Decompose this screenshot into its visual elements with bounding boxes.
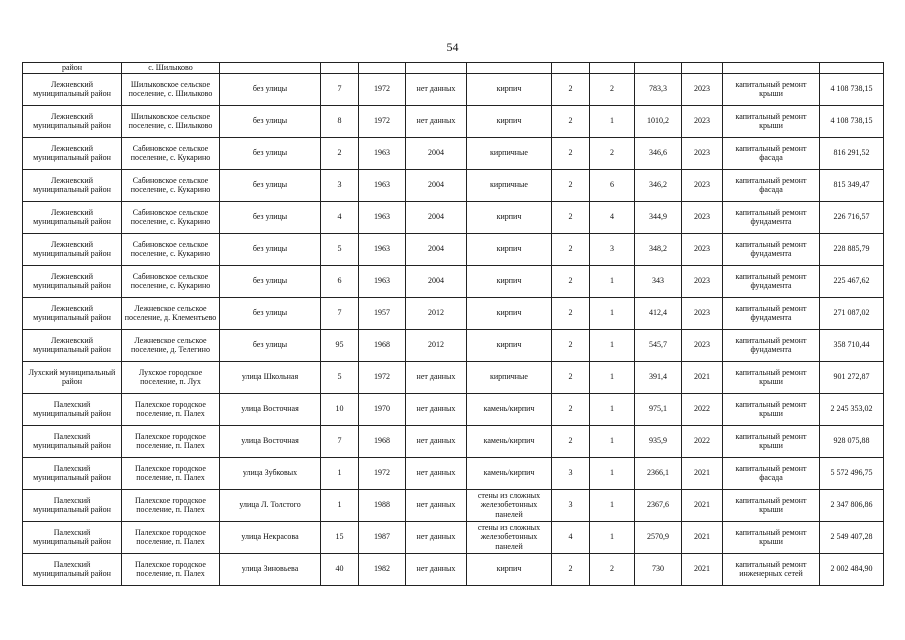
area-cell: 391,4: [635, 361, 682, 393]
table-row: [23, 265, 884, 297]
table-row: [23, 297, 884, 329]
repair-year-cell: [682, 63, 723, 74]
cost-cell: 816 291,52: [820, 137, 884, 169]
repair-type-cell: капитальный ремонт крыши: [723, 361, 820, 393]
district-cell: Лежневский муниципальный район: [23, 169, 122, 201]
reconstruction-year-cell: нет данных: [406, 425, 467, 457]
floors-cell: 2: [552, 329, 590, 361]
table-row: [23, 233, 884, 265]
cost-cell: 4 108 738,15: [820, 105, 884, 137]
settlement-cell: Палехское городское поселение, п. Палех: [122, 425, 220, 457]
street-cell: без улицы: [220, 329, 321, 361]
street-cell: улица Школьная: [220, 361, 321, 393]
repair-year-cell: 2021: [682, 521, 723, 553]
district-cell: Палехский муниципальный район: [23, 425, 122, 457]
build-year-cell: 1988: [359, 489, 406, 521]
floors-cell: 2: [552, 137, 590, 169]
area-cell: 348,2: [635, 233, 682, 265]
wall-material-cell: кирпичные: [467, 137, 552, 169]
settlement-cell: Сабиновское сельское поселение, с. Кукарино: [122, 137, 220, 169]
district-cell: Лежневский муниципальный район: [23, 265, 122, 297]
wall-material-cell: кирпич: [467, 329, 552, 361]
area-cell: 730: [635, 553, 682, 585]
cost-cell: 5 572 496,75: [820, 457, 884, 489]
house-number-cell: [321, 63, 359, 74]
district-cell: Лежневский муниципальный район: [23, 201, 122, 233]
table-row: [23, 361, 884, 393]
repair-type-cell: капитальный ремонт фундамента: [723, 329, 820, 361]
repair-year-cell: 2022: [682, 425, 723, 457]
entrances-cell: 1: [590, 521, 635, 553]
repair-type-cell: капитальный ремонт фасада: [723, 169, 820, 201]
entrances-cell: 2: [590, 553, 635, 585]
house-number-cell: 8: [321, 105, 359, 137]
table-row: [23, 105, 884, 137]
district-cell: Лежневский муниципальный район: [23, 137, 122, 169]
entrances-cell: 1: [590, 457, 635, 489]
housing-repair-table: [22, 62, 884, 586]
wall-material-cell: стены из сложных железобетонных панелей: [467, 489, 552, 521]
repair-year-cell: 2021: [682, 457, 723, 489]
table-row: [23, 169, 884, 201]
district-cell: Палехский муниципальный район: [23, 553, 122, 585]
cost-cell: 815 349,47: [820, 169, 884, 201]
settlement-cell: Палехское городское поселение, п. Палех: [122, 521, 220, 553]
cost-cell: 901 272,87: [820, 361, 884, 393]
cost-cell: 4 108 738,15: [820, 73, 884, 105]
settlement-cell: Лухское городское поселение, п. Лух: [122, 361, 220, 393]
settlement-cell: Лежневское сельское поселение, д. Клементьево: [122, 297, 220, 329]
repair-year-cell: 2021: [682, 553, 723, 585]
settlement-cell: Шилыковское сельское поселение, с. Шилыково: [122, 73, 220, 105]
settlement-cell: Палехское городское поселение, п. Палех: [122, 553, 220, 585]
table-row: [23, 553, 884, 585]
street-cell: без улицы: [220, 201, 321, 233]
area-cell: 346,6: [635, 137, 682, 169]
repair-type-cell: капитальный ремонт фасада: [723, 137, 820, 169]
settlement-cell: Сабиновское сельское поселение, с. Кукарино: [122, 169, 220, 201]
repair-year-cell: 2023: [682, 169, 723, 201]
wall-material-cell: камень/кирпич: [467, 425, 552, 457]
wall-material-cell: стены из сложных железобетонных панелей: [467, 521, 552, 553]
table-row: [23, 425, 884, 457]
floors-cell: 2: [552, 553, 590, 585]
district-cell: Лежневский муниципальный район: [23, 105, 122, 137]
repair-type-cell: [723, 63, 820, 74]
build-year-cell: 1963: [359, 201, 406, 233]
floors-cell: 2: [552, 201, 590, 233]
house-number-cell: 5: [321, 233, 359, 265]
repair-type-cell: капитальный ремонт фасада: [723, 457, 820, 489]
street-cell: без улицы: [220, 105, 321, 137]
house-number-cell: 15: [321, 521, 359, 553]
cost-cell: 2 549 407,28: [820, 521, 884, 553]
street-cell: [220, 63, 321, 74]
repair-year-cell: 2023: [682, 73, 723, 105]
cost-cell: 226 716,57: [820, 201, 884, 233]
table-row: [23, 201, 884, 233]
cost-cell: 225 467,62: [820, 265, 884, 297]
reconstruction-year-cell: нет данных: [406, 457, 467, 489]
house-number-cell: 7: [321, 73, 359, 105]
entrances-cell: 6: [590, 169, 635, 201]
repair-year-cell: 2022: [682, 393, 723, 425]
area-cell: 412,4: [635, 297, 682, 329]
wall-material-cell: кирпич: [467, 105, 552, 137]
floors-cell: 2: [552, 393, 590, 425]
floors-cell: 2: [552, 105, 590, 137]
table-row: [23, 73, 884, 105]
street-cell: улица Л. Толстого: [220, 489, 321, 521]
repair-type-cell: капитальный ремонт фундамента: [723, 265, 820, 297]
wall-material-cell: кирпич: [467, 297, 552, 329]
district-cell: район: [23, 63, 122, 74]
reconstruction-year-cell: нет данных: [406, 73, 467, 105]
build-year-cell: 1963: [359, 233, 406, 265]
house-number-cell: 7: [321, 425, 359, 457]
settlement-cell: Сабиновское сельское поселение, с. Кукарино: [122, 233, 220, 265]
build-year-cell: 1982: [359, 553, 406, 585]
reconstruction-year-cell: нет данных: [406, 105, 467, 137]
street-cell: улица Восточная: [220, 425, 321, 457]
build-year-cell: 1972: [359, 105, 406, 137]
reconstruction-year-cell: нет данных: [406, 393, 467, 425]
district-cell: Лухский муниципальный район: [23, 361, 122, 393]
reconstruction-year-cell: нет данных: [406, 361, 467, 393]
cost-cell: 928 075,88: [820, 425, 884, 457]
repair-type-cell: капитальный ремонт крыши: [723, 489, 820, 521]
settlement-cell: Сабиновское сельское поселение, с. Кукарино: [122, 265, 220, 297]
repair-year-cell: 2023: [682, 265, 723, 297]
street-cell: без улицы: [220, 137, 321, 169]
cost-cell: 2 245 353,02: [820, 393, 884, 425]
house-number-cell: 40: [321, 553, 359, 585]
street-cell: без улицы: [220, 297, 321, 329]
reconstruction-year-cell: 2004: [406, 137, 467, 169]
reconstruction-year-cell: [406, 63, 467, 74]
floors-cell: [552, 63, 590, 74]
area-cell: 343: [635, 265, 682, 297]
settlement-cell: Палехское городское поселение, п. Палех: [122, 393, 220, 425]
repair-type-cell: капитальный ремонт крыши: [723, 425, 820, 457]
entrances-cell: 1: [590, 489, 635, 521]
area-cell: 2366,1: [635, 457, 682, 489]
build-year-cell: 1972: [359, 457, 406, 489]
area-cell: 975,1: [635, 393, 682, 425]
house-number-cell: 5: [321, 361, 359, 393]
settlement-cell: Палехское городское поселение, п. Палех: [122, 457, 220, 489]
wall-material-cell: кирпич: [467, 73, 552, 105]
reconstruction-year-cell: 2004: [406, 265, 467, 297]
cost-cell: 228 885,79: [820, 233, 884, 265]
repair-year-cell: 2023: [682, 329, 723, 361]
reconstruction-year-cell: 2004: [406, 201, 467, 233]
repair-type-cell: капитальный ремонт крыши: [723, 105, 820, 137]
floors-cell: 2: [552, 73, 590, 105]
area-cell: [635, 63, 682, 74]
repair-type-cell: капитальный ремонт крыши: [723, 521, 820, 553]
district-cell: Палехский муниципальный район: [23, 489, 122, 521]
street-cell: без улицы: [220, 169, 321, 201]
cost-cell: 2 347 806,86: [820, 489, 884, 521]
street-cell: без улицы: [220, 233, 321, 265]
entrances-cell: 1: [590, 265, 635, 297]
wall-material-cell: кирпич: [467, 233, 552, 265]
build-year-cell: 1968: [359, 329, 406, 361]
floors-cell: 2: [552, 169, 590, 201]
entrances-cell: 4: [590, 201, 635, 233]
reconstruction-year-cell: нет данных: [406, 521, 467, 553]
district-cell: Лежневский муниципальный район: [23, 329, 122, 361]
floors-cell: 4: [552, 521, 590, 553]
wall-material-cell: [467, 63, 552, 74]
floors-cell: 2: [552, 361, 590, 393]
table-row: [23, 521, 884, 553]
settlement-cell: Шилыковское сельское поселение, с. Шилыково: [122, 105, 220, 137]
entrances-cell: 1: [590, 361, 635, 393]
house-number-cell: 10: [321, 393, 359, 425]
build-year-cell: 1972: [359, 361, 406, 393]
cost-cell: 271 087,02: [820, 297, 884, 329]
reconstruction-year-cell: 2012: [406, 297, 467, 329]
house-number-cell: 1: [321, 457, 359, 489]
floors-cell: 2: [552, 425, 590, 457]
area-cell: 783,3: [635, 73, 682, 105]
street-cell: без улицы: [220, 265, 321, 297]
house-number-cell: 3: [321, 169, 359, 201]
cost-cell: 2 002 484,90: [820, 553, 884, 585]
build-year-cell: 1970: [359, 393, 406, 425]
area-cell: 346,2: [635, 169, 682, 201]
repair-year-cell: 2023: [682, 297, 723, 329]
entrances-cell: 2: [590, 73, 635, 105]
house-number-cell: 95: [321, 329, 359, 361]
cost-cell: [820, 63, 884, 74]
area-cell: 2367,6: [635, 489, 682, 521]
floors-cell: 2: [552, 297, 590, 329]
repair-year-cell: 2023: [682, 233, 723, 265]
district-cell: Лежневский муниципальный район: [23, 297, 122, 329]
street-cell: улица Некрасова: [220, 521, 321, 553]
floors-cell: 3: [552, 457, 590, 489]
build-year-cell: [359, 63, 406, 74]
table-row: [23, 393, 884, 425]
house-number-cell: 7: [321, 297, 359, 329]
entrances-cell: 1: [590, 425, 635, 457]
repair-type-cell: капитальный ремонт фундамента: [723, 201, 820, 233]
settlement-cell: Лежневское сельское поселение, д. Телегино: [122, 329, 220, 361]
repair-year-cell: 2023: [682, 137, 723, 169]
reconstruction-year-cell: 2004: [406, 233, 467, 265]
table-body: [23, 63, 884, 586]
area-cell: 344,9: [635, 201, 682, 233]
entrances-cell: 3: [590, 233, 635, 265]
build-year-cell: 1972: [359, 73, 406, 105]
build-year-cell: 1987: [359, 521, 406, 553]
repair-year-cell: 2023: [682, 105, 723, 137]
entrances-cell: 2: [590, 137, 635, 169]
settlement-cell: с. Шилыково: [122, 63, 220, 74]
table-row: [23, 137, 884, 169]
wall-material-cell: камень/кирпич: [467, 457, 552, 489]
district-cell: Лежневский муниципальный район: [23, 73, 122, 105]
entrances-cell: 1: [590, 393, 635, 425]
page-number: 54: [446, 40, 459, 54]
repair-type-cell: капитальный ремонт фундамента: [723, 297, 820, 329]
repair-year-cell: 2023: [682, 201, 723, 233]
street-cell: улица Зубковых: [220, 457, 321, 489]
reconstruction-year-cell: 2012: [406, 329, 467, 361]
area-cell: 2570,9: [635, 521, 682, 553]
entrances-cell: 1: [590, 105, 635, 137]
house-number-cell: 4: [321, 201, 359, 233]
build-year-cell: 1963: [359, 169, 406, 201]
reconstruction-year-cell: нет данных: [406, 553, 467, 585]
entrances-cell: [590, 63, 635, 74]
wall-material-cell: кирпич: [467, 201, 552, 233]
floors-cell: 2: [552, 233, 590, 265]
district-cell: Палехский муниципальный район: [23, 457, 122, 489]
reconstruction-year-cell: нет данных: [406, 489, 467, 521]
wall-material-cell: камень/кирпич: [467, 393, 552, 425]
street-cell: улица Восточная: [220, 393, 321, 425]
wall-material-cell: кирпич: [467, 553, 552, 585]
table-row-partial: [23, 63, 884, 74]
repair-year-cell: 2021: [682, 361, 723, 393]
district-cell: Палехский муниципальный район: [23, 521, 122, 553]
repair-type-cell: капитальный ремонт крыши: [723, 73, 820, 105]
wall-material-cell: кирпичные: [467, 169, 552, 201]
settlement-cell: Сабиновское сельское поселение, с. Кукарино: [122, 201, 220, 233]
floors-cell: 3: [552, 489, 590, 521]
table-row: [23, 489, 884, 521]
entrances-cell: 1: [590, 297, 635, 329]
district-cell: Палехский муниципальный район: [23, 393, 122, 425]
district-cell: Лежневский муниципальный район: [23, 233, 122, 265]
entrances-cell: 1: [590, 329, 635, 361]
repair-type-cell: капитальный ремонт крыши: [723, 393, 820, 425]
repair-type-cell: капитальный ремонт фундамента: [723, 233, 820, 265]
street-cell: без улицы: [220, 73, 321, 105]
build-year-cell: 1963: [359, 137, 406, 169]
repair-year-cell: 2021: [682, 489, 723, 521]
house-number-cell: 1: [321, 489, 359, 521]
build-year-cell: 1968: [359, 425, 406, 457]
wall-material-cell: кирпичные: [467, 361, 552, 393]
build-year-cell: 1963: [359, 265, 406, 297]
house-number-cell: 6: [321, 265, 359, 297]
settlement-cell: Палехское городское поселение, п. Палех: [122, 489, 220, 521]
reconstruction-year-cell: 2004: [406, 169, 467, 201]
build-year-cell: 1957: [359, 297, 406, 329]
wall-material-cell: кирпич: [467, 265, 552, 297]
area-cell: 935,9: [635, 425, 682, 457]
floors-cell: 2: [552, 265, 590, 297]
repair-type-cell: капитальный ремонт инженерных сетей: [723, 553, 820, 585]
street-cell: улица Зиновьева: [220, 553, 321, 585]
area-cell: 1010,2: [635, 105, 682, 137]
table-row: [23, 457, 884, 489]
table-row: [23, 329, 884, 361]
area-cell: 545,7: [635, 329, 682, 361]
cost-cell: 358 710,44: [820, 329, 884, 361]
house-number-cell: 2: [321, 137, 359, 169]
